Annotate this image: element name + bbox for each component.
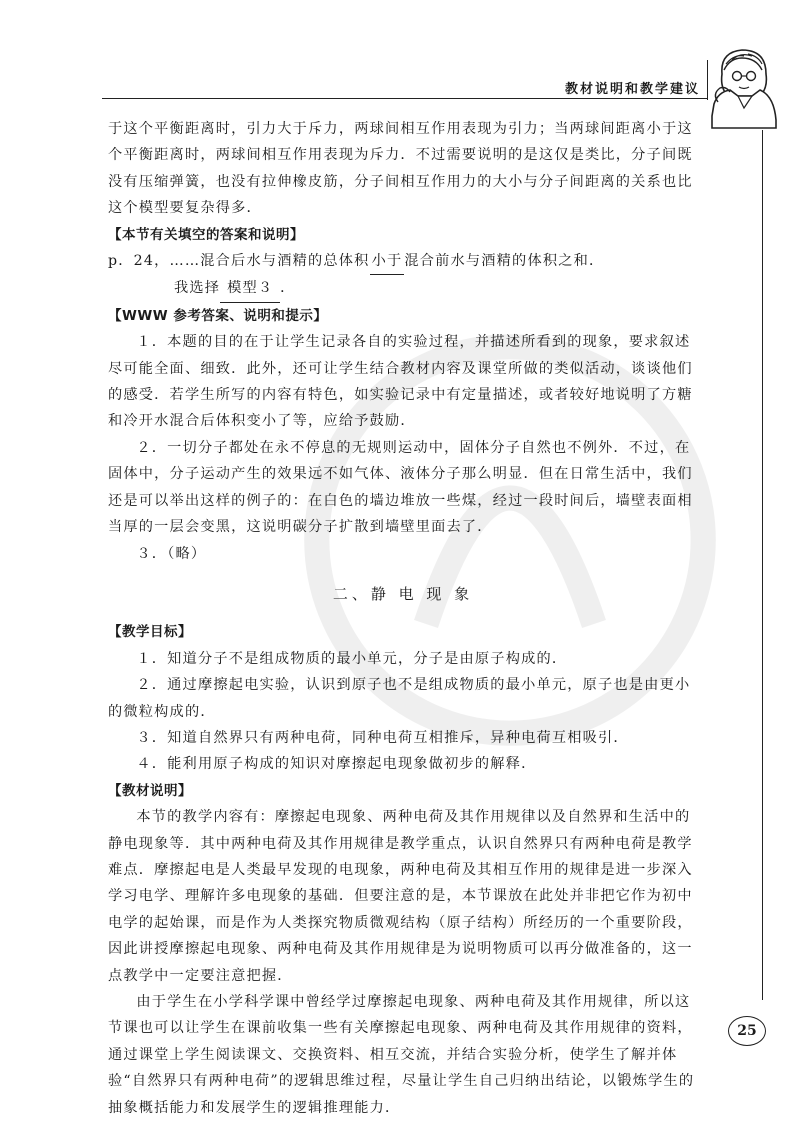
section-title: 二、静 电 现 象: [332, 584, 474, 603]
teaching-goal-2: ２．通过摩擦起电实验，认识到原子也不是组成物质的最小单元，原子也是由更小的微粒构成的．: [108, 677, 691, 720]
fill-answer-line: [108, 248, 698, 275]
www-answer-1: １．本题的目的在于让学生记录各自的实验过程，并描述所看到的现象，要求叙述尽可能全面、细致．此外，还可让学生结合教材内容及课堂所做的类似活动，谈谈他们的感受．若学生所写的内容有特色，如实验记录中有定量描述，或者较好地说明了方糖和冷开水混合后体积变小了等，应给予鼓励．: [108, 334, 693, 430]
teaching-goal-3: ３．知道自然界只有两种电荷，同种电荷互相推斥，异种电荷互相吸引．: [136, 729, 629, 746]
fill-line-suffix: 混合前水与酒精的体积之和．: [404, 253, 605, 270]
running-header-title: 教材说明和教学建议: [564, 82, 700, 97]
page-number: 25: [728, 1016, 766, 1046]
choose-blank-answer: 模型３: [220, 275, 280, 302]
www-answer-2: ２．一切分子都处在永不停息的无规则运动中，固体分子自然也不例外．不过，在固体中，分子运动产生的效果远不如气体、液体分子那么明显．但在日常生活中，我们还是可以举出这样的例子的：在白色的墙边堆放一些煤，经过一段时间后，墙壁表面相当厚的一层会变黑，这说明碳分子扩散到墙壁里面去了．: [108, 439, 693, 536]
header-rule: [102, 98, 708, 99]
fill-line-prefix: p．24，……混合后水与酒精的总体积: [108, 253, 370, 270]
page-body: [108, 116, 698, 1121]
choose-line-prefix: 我选择: [174, 280, 221, 297]
choose-line-suffix: ．: [280, 280, 296, 297]
fill-blank-answer: 小于: [370, 248, 405, 275]
choose-model-line: [108, 275, 698, 302]
teaching-goal-4: ４．能利用原子构成的知识对摩擦起电现象做初步的解释．: [136, 756, 537, 773]
heading-material-notes: 【教材说明】: [108, 782, 192, 799]
student-mascot-icon: [708, 44, 780, 130]
material-notes-paragraph-2: 由于学生在小学科学课中曾经学过摩擦起电现象、两种电荷及其作用规律，所以这节课也可以让学生在课前收集一些有关摩擦起电现象、两种电荷及其作用规律的资料，通过课堂上学生阅读课文、交换资料、相互交流，并结合实验分析，使学生了解并体验“自然界只有两种电荷”的逻辑思维过程，尽量让学生自己归纳出结论，以锻炼学生的抽象概括能力和发展学生的逻辑推理能力．: [108, 994, 695, 1116]
heading-teaching-goals: 【教学目标】: [108, 624, 192, 641]
paragraph-continuation: 于这个平衡距离时，引力大于斥力，两球间相互作用表现为引力；当两球间距离小于这个平衡距离时，两球间相互作用表现为斥力．不过需要说明的是这仅是类比，分子间既没有压缩弹簧，也没有拉伸橡皮筋，分子间相互作用力的大小与分子间距离的关系也比这个模型要复杂得多．: [108, 121, 693, 217]
heading-fill-answers: 【本节有关填空的答案和说明】: [108, 226, 304, 243]
material-notes-paragraph-1: 本节的教学内容有：摩擦起电现象、两种电荷及其作用规律以及自然界和生活中的静电现象等．其中两种电荷及其作用规律是教学重点，认识自然界只有两种电荷是教学难点．摩擦起电是人类最早发现的电现象，两种电荷及其相互作用的规律是进一步深入学习电学、理解许多电现象的基础．但要注意的是，本节课放在此处并非把它作为初中电学的起始课，而是作为人类探究物质微观结构（原子结构）所经历的一个重要阶段，因此讲授摩擦起电现象、两种电荷及其作用规律是为说明物质可以再分做准备的，这一点教学中一定要注意把握．: [108, 809, 693, 984]
www-answer-3: ３．（略）: [136, 545, 207, 562]
heading-www-answers: 【WWW 参考答案、说明和提示】: [108, 307, 328, 324]
margin-vertical-line: [762, 130, 763, 1000]
teaching-goal-1: １．知道分子不是组成物质的最小单元，分子是由原子构成的．: [136, 650, 568, 667]
